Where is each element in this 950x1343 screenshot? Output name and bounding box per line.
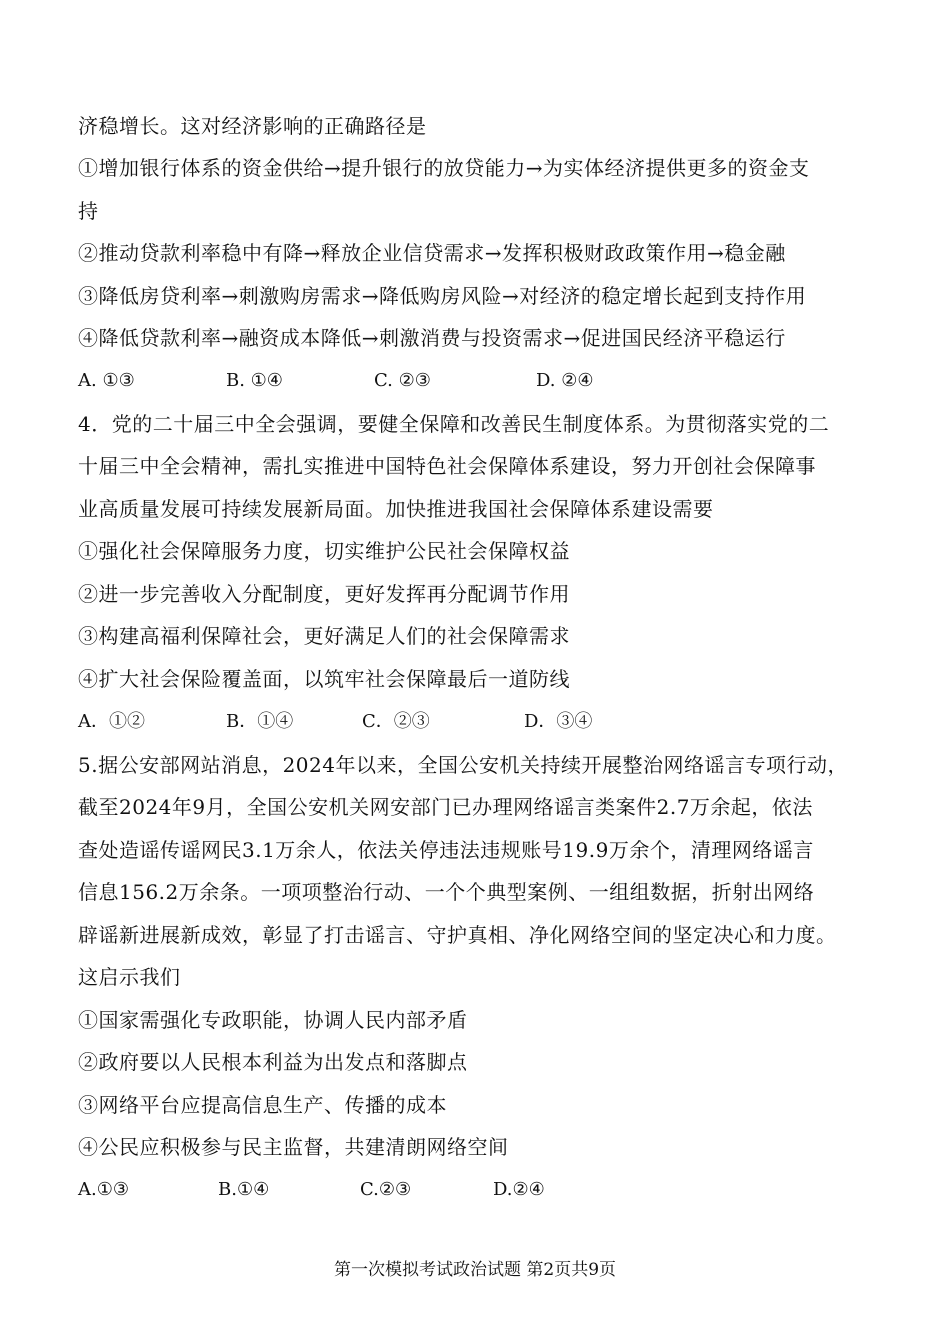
q4-option-c: C．②③ xyxy=(362,711,430,732)
q4-statement-3: ③构建高福利保障社会，更好满足人们的社会保障需求 xyxy=(78,624,570,648)
q5-statement-1: ①国家需强化专政职能，协调人民内部矛盾 xyxy=(78,1008,468,1032)
q4-stem-line-2: 十届三中全会精神，需扎实推进中国特色社会保障体系建设，努力开创社会保障事 xyxy=(78,454,816,478)
q5-option-a: A.①③ xyxy=(78,1179,129,1200)
q5-stem-line-2: 截至2024年9月，全国公安机关网安部门已办理网络谣言类案件2.7万余起，依法 xyxy=(78,795,813,819)
q3-option-c: C. ②③ xyxy=(374,370,431,391)
q4-statement-1: ①强化社会保障服务力度，切实维护公民社会保障权益 xyxy=(78,539,570,563)
q5-statement-4: ④公民应积极参与民主监督，共建清朗网络空间 xyxy=(78,1135,509,1159)
q4-option-b: B．①④ xyxy=(226,711,294,732)
q5-stem-line-5: 辟谣新进展新成效，彰显了打击谣言、守护真相、净化网络空间的坚定决心和力度。 xyxy=(78,923,837,947)
q3-option-b: B. ①④ xyxy=(226,370,283,391)
q5-stem-line-3: 查处造谣传谣网民3.1万余人，依法关停违法违规账号19.9万余个，清理网络谣言 xyxy=(78,838,814,862)
q4-option-d: D．③④ xyxy=(524,711,593,732)
page-footer: 第一次模拟考试政治试题 第2页共9页 xyxy=(333,1260,617,1280)
q5-option-c: C.②③ xyxy=(360,1179,412,1200)
q3-statement-4: ④降低贷款利率→融资成本降低→刺激消费与投资需求→促进国民经济平稳运行 xyxy=(78,326,786,350)
q3-option-d: D. ②④ xyxy=(536,370,594,391)
q5-option-b: B.①④ xyxy=(218,1179,270,1200)
q3-statement-3: ③降低房贷利率→刺激购房需求→降低购房风险→对经济的稳定增长起到支持作用 xyxy=(78,284,807,308)
q4-stem-line-1: 4．党的二十届三中全会强调，要健全保障和改善民生制度体系。为贯彻落实党的二 xyxy=(78,412,830,436)
q5-statement-3: ③网络平台应提高信息生产、传播的成本 xyxy=(78,1093,447,1117)
q4-statement-4: ④扩大社会保险覆盖面，以筑牢社会保障最后一道防线 xyxy=(78,667,570,691)
q4-stem-line-3: 业高质量发展可持续发展新局面。加快推进我国社会保障体系建设需要 xyxy=(78,497,714,521)
q3-statement-1-cont: 持 xyxy=(78,199,99,223)
q5-stem-line-6: 这启示我们 xyxy=(78,965,181,989)
q4-statement-2: ②进一步完善收入分配制度，更好发挥再分配调节作用 xyxy=(78,582,570,606)
q3-statement-2: ②推动贷款利率稳中有降→释放企业信贷需求→发挥积极财政政策作用→稳金融 xyxy=(78,241,786,265)
q4-option-a: A．①② xyxy=(78,711,145,732)
q5-option-d: D.②④ xyxy=(493,1179,545,1200)
q5-stem-line-4: 信息156.2万余条。一项项整治行动、一个个典型案例、一组组数据，折射出网络 xyxy=(78,880,815,904)
q5-stem-line-1: 5.据公安部网站消息，2024年以来，全国公安机关持续开展整治网络谣言专项行动， xyxy=(78,753,848,777)
q3-statement-1: ①增加银行体系的资金供给→提升银行的放贷能力→为实体经济提供更多的资金支 xyxy=(78,156,810,180)
q5-statement-2: ②政府要以人民根本利益为出发点和落脚点 xyxy=(78,1050,468,1074)
q3-option-a: A. ①③ xyxy=(78,370,135,391)
q3-stem-line-1: 济稳增长。这对经济影响的正确路径是 xyxy=(78,114,427,138)
